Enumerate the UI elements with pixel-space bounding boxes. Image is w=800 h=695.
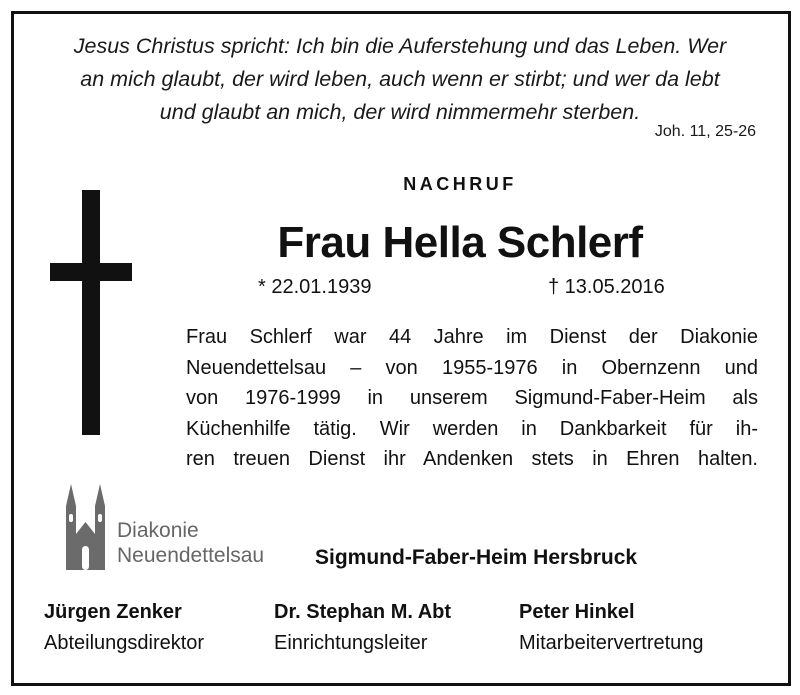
bible-verse — [40, 30, 760, 129]
death-date: † 13.05.2016 — [548, 276, 665, 298]
verse-reference: Joh. 11, 25-26 — [654, 123, 756, 140]
obituary-text — [186, 322, 758, 475]
church-icon — [64, 484, 112, 570]
institution-name: Sigmund-Faber-Heim Hersbruck — [315, 546, 638, 569]
signatory-name: Dr. Stephan M. Abt — [274, 601, 452, 623]
text-line: Neuendettelsau – von 1955-1976 in Obernzenn und — [186, 356, 758, 379]
text-line: Küchenhilfe tätig. Wir werden in Dankbarkeit für ih- — [186, 417, 758, 440]
text-line: von 1976-1999 in unserem Sigmund-Faber-Heim als — [186, 387, 758, 409]
logo-line-1: Diakonie — [117, 519, 199, 542]
signature-block — [274, 597, 451, 659]
cross-icon — [82, 190, 100, 435]
signature-block — [519, 597, 704, 659]
signatory-role: Einrichtungsleiter — [274, 632, 428, 654]
verse-line: an mich glaubt, der wird leben, auch wenn er stirbt; und wer da lebt — [80, 67, 720, 91]
signatory-role: Mitarbeitervertretung — [519, 632, 704, 654]
birth-date: * 22.01.1939 — [258, 276, 372, 298]
logo-line-2: Neuendettelsau — [117, 544, 265, 567]
signatory-name: Peter Hinkel — [519, 601, 635, 623]
signature-block — [44, 597, 204, 659]
cross-icon-bar — [50, 263, 132, 281]
signatory-name: Jürgen Zenker — [44, 601, 182, 623]
text-line: ren treuen Dienst ihr Andenken stets in Ehren halten. — [186, 448, 758, 470]
text-line: Frau Schlerf war 44 Jahre im Dienst der Diakonie — [186, 326, 758, 348]
deceased-name: Frau Hella Schlerf — [277, 218, 643, 267]
obituary-heading: NACHRUF — [403, 174, 517, 194]
signatory-role: Abteilungsdirektor — [44, 632, 205, 654]
diakonie-logo-text — [117, 518, 264, 568]
verse-line: Jesus Christus spricht: Ich bin die Auferstehung und das Leben. Wer — [73, 34, 727, 58]
verse-line: und glaubt an mich, der wird nimmermehr sterben. — [159, 100, 641, 124]
